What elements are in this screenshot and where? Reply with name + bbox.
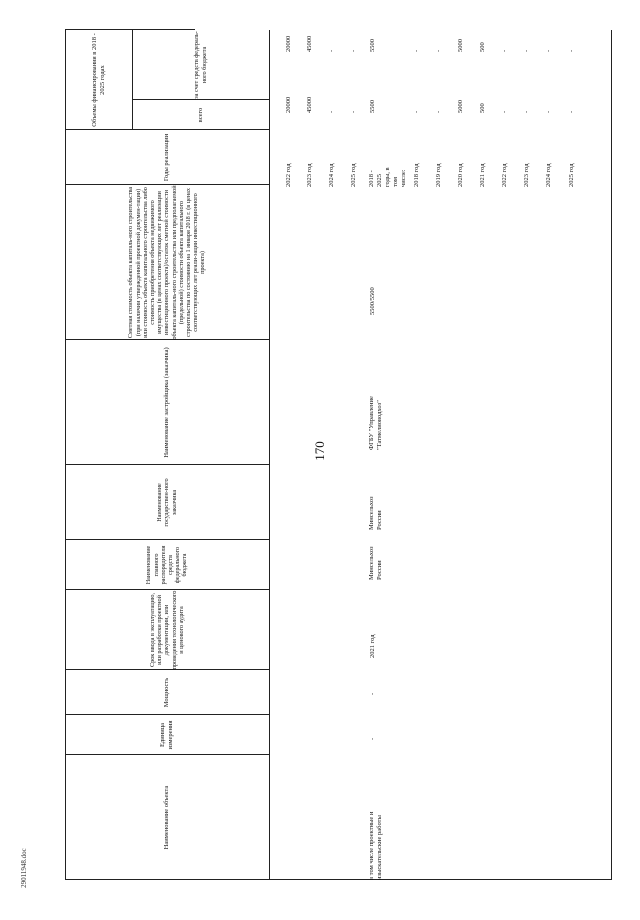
year-cell: 2025 год [568, 163, 575, 187]
total-cell: - [350, 110, 357, 113]
total-cell: 45000 [306, 96, 313, 113]
federal-cell: - [545, 49, 552, 52]
total-cell: - [435, 110, 442, 113]
header-years: Годы реализации [163, 133, 171, 182]
header-commission-term: Срок ввода в эксплуатацию, или разработки проектной документации, или проведения технологического и ценового аудита [148, 590, 185, 670]
federal-cell: 45000 [306, 35, 313, 52]
total-cell: 5500 [369, 100, 376, 113]
federal-cell: 5000 [457, 39, 464, 52]
year-cell: 2023 год [523, 163, 530, 187]
header-estimate-cost: Сметная стоимость объекта капиталь-ного строительства (при наличии утвержденной проектной докумен-тации) или стоимость объекта капитального строительства либо стоимость приобретения объекта недвижимого имущества (в ценах соответствующих лет реализации инвестиционного проекта)/остаток сметной стоимости объекта капиталь-ного строительства или предполагаемой (предельной) стоимости объекта капитального строительства по состоянию на 1 января 2018 г. (в ценах соответствующих лет реали-зации инвестиционного проекта) [127, 185, 207, 340]
developer-cell: ФГБУ "Управление "Татмелиоводхоз" [368, 396, 383, 450]
object-name-cell: в том числе проектные и изыскательские работы [368, 811, 383, 880]
federal-cell: - [523, 49, 530, 52]
federal-cell: 500 [479, 42, 486, 52]
federal-cell: - [413, 49, 420, 52]
estimate-cell: 5500/5500 [369, 287, 376, 315]
year-cell: 2024 год [545, 163, 552, 187]
federal-cell: 5500 [369, 39, 376, 52]
total-cell: - [328, 110, 335, 113]
header-funding-group: Объемы финансирования в 2018 - 2025 годах [90, 33, 106, 127]
table-border-bottom [611, 30, 612, 880]
total-cell: - [545, 110, 552, 113]
page-number: 170 [312, 441, 327, 461]
total-cell: - [413, 110, 420, 113]
year-cell: 2018 - 2025 годы, в том числе: [368, 167, 407, 187]
header-federal: за счет средств федераль-ного бюджета [193, 31, 208, 99]
year-cell: 2022 год [501, 163, 508, 187]
capacity-cell: - [369, 692, 376, 695]
federal-cell: - [568, 49, 575, 52]
year-cell: 2018 год [413, 163, 420, 187]
term-cell: 2021 год [369, 634, 376, 658]
unit-cell: - [369, 737, 376, 740]
header-developer: Наименование застройщика (заказчика) [163, 347, 171, 458]
state-customer-cell: Минсельхоз России [368, 496, 383, 530]
total-cell: - [523, 110, 530, 113]
total-cell: 500 [479, 103, 486, 113]
header-unit: Единица измерения [159, 720, 174, 750]
header-capacity: Мощность [163, 677, 171, 708]
federal-cell: - [328, 49, 335, 52]
year-cell: 2024 год [328, 163, 335, 187]
total-cell: 5000 [457, 100, 464, 113]
year-cell: 2020 год [457, 163, 464, 187]
total-cell: - [568, 110, 575, 113]
federal-cell: - [501, 49, 508, 52]
year-cell: 2023 год [306, 163, 313, 187]
total-cell: - [501, 110, 508, 113]
header-divider [269, 30, 270, 880]
year-cell: 2019 год [435, 163, 442, 187]
header-total: всего [196, 107, 204, 123]
year-cell: 2021 год [479, 163, 486, 187]
year-cell: 2022 год [285, 163, 292, 187]
federal-cell: - [435, 49, 442, 52]
chief-manager-cell: Минсельхоз России [368, 546, 383, 580]
total-cell: 20000 [285, 96, 292, 113]
footer-filename: 29011948.doc [20, 848, 28, 888]
header-state-customer: Наименование государствен-ного заказчика [156, 478, 178, 527]
federal-cell: - [350, 49, 357, 52]
federal-cell: 20000 [285, 35, 292, 52]
header-chief-manager: Наименование главного распорядителя средств федерального бюджета [145, 545, 189, 585]
header-object-name: Наименование объекта [163, 785, 171, 850]
year-cell: 2025 год [350, 163, 357, 187]
